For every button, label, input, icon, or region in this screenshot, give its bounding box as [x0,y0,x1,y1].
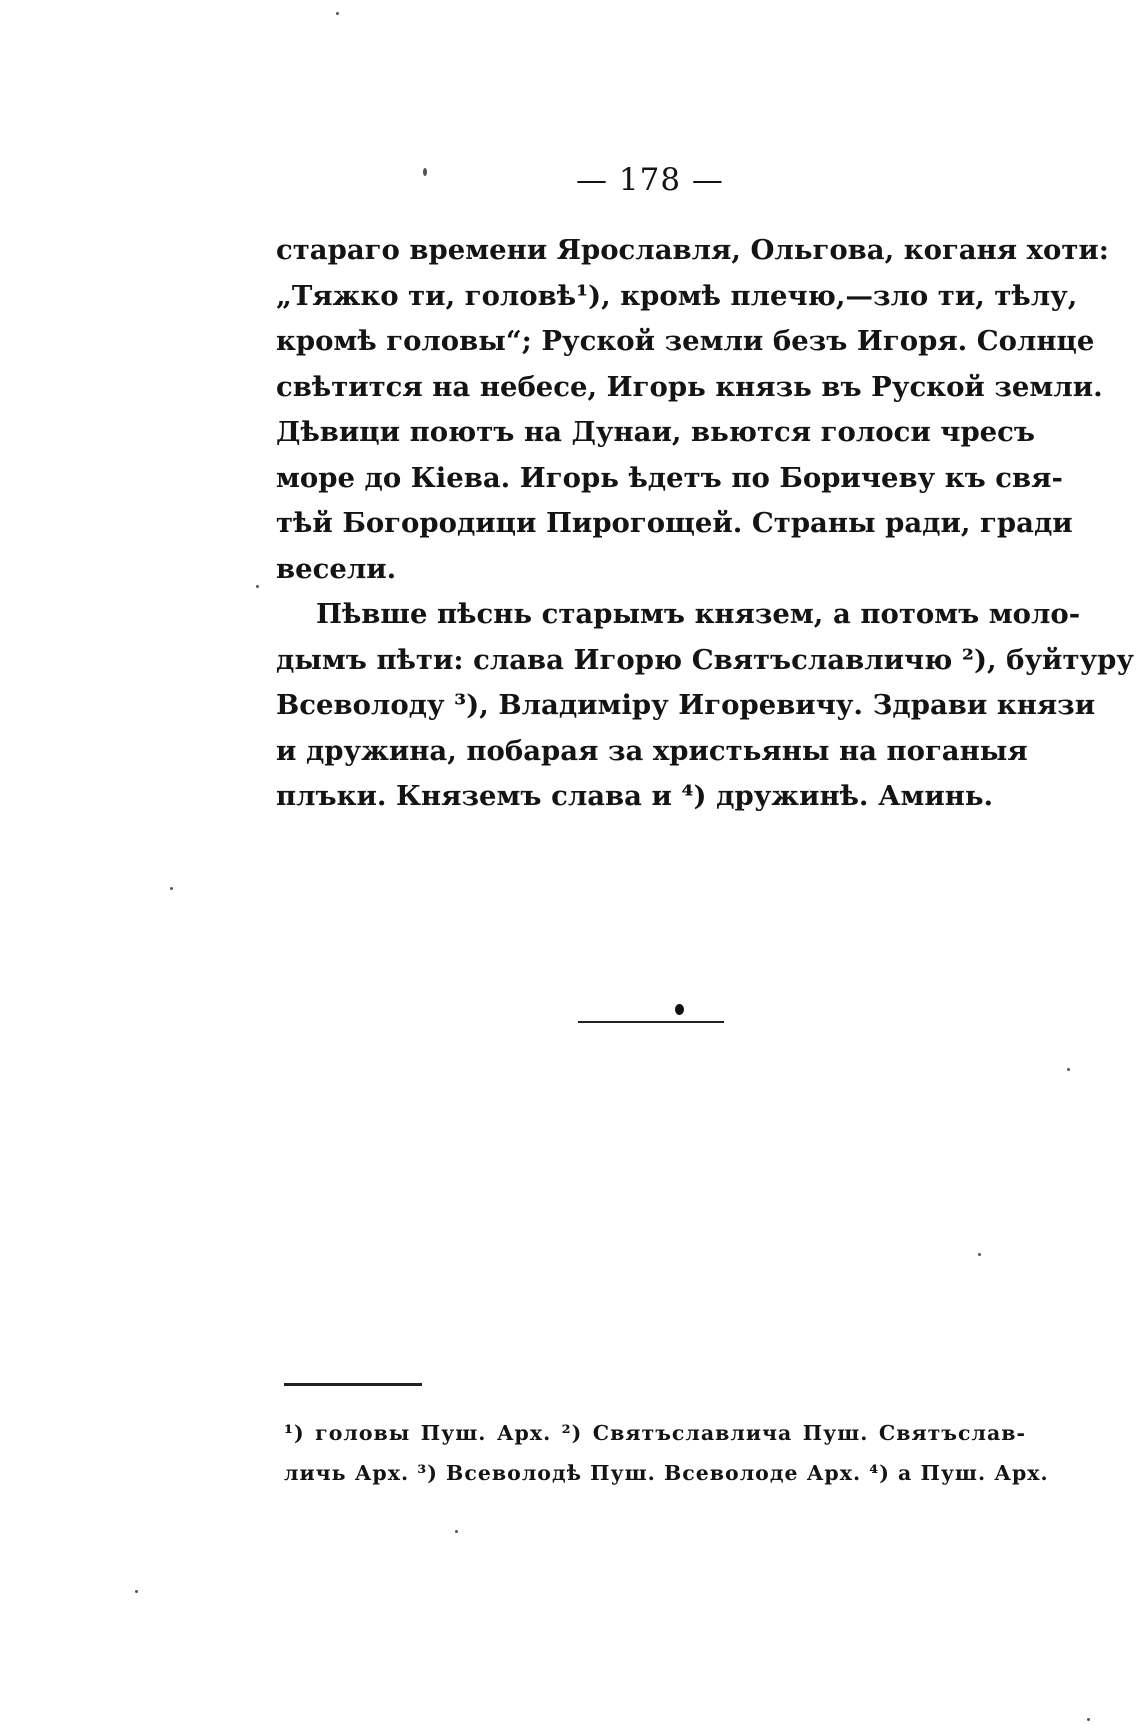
section-end-rule [578,1021,724,1023]
paragraph-1 [276,228,1109,592]
scan-speck [455,1530,458,1533]
text-line: стараго времени Ярославля, Ольгова, коганя хоти: [276,234,1109,266]
scan-speck [170,887,173,890]
footnotes [284,1413,1049,1493]
scan-speck [1067,1068,1070,1071]
text-line: тѣй Богородици Пирогощей. Страны ради, гради [276,507,1073,539]
text-line: и дружина, побарая за христьяны на поганыя [276,734,1028,767]
footnote-line: личь Арх. ³) Всеволодѣ Пуш. Всеволоде Арх. ⁴) а Пуш. Арх. [284,1461,1049,1485]
main-text [276,228,1134,820]
text-line: Всеволоду ³), Владиміру Игоревичу. Здрави князи [276,689,1096,721]
text-line: кромѣ головы“; Руской земли безъ Игоря. Солнце [276,325,1095,357]
text-line: „Тяжко ти, головѣ¹), кромѣ плечю,—зло ти, тѣлу, [276,279,1078,312]
scan-speck [423,168,427,176]
text-line: Дѣвици поютъ на Дунаи, вьются голоси чресъ [276,416,1036,448]
footnote-line: ¹) головы Пуш. Арх. ²) Святъславлича Пуш. Святъслав- [284,1421,1026,1445]
paragraph-2 [276,592,1134,820]
scan-speck [336,12,339,15]
footnote-separator [284,1383,422,1386]
scan-speck [978,1253,981,1256]
text-line: дымъ пѣти: слава Игорю Святъславличю ²), буйтуру [276,643,1134,676]
ornament-dot [675,1004,684,1015]
scan-speck [135,1590,138,1593]
text-line: море до Кіева. Игорь ѣдетъ по Боричеву къ свя- [276,461,1063,494]
scan-speck [1087,1718,1090,1721]
text-line: плъки. Княземъ слава и ⁴) дружинѣ. Аминь. [276,780,994,812]
page-number: — 178 — [576,162,724,198]
text-line: весели. [276,552,397,585]
text-line: свѣтится на небесе, Игорь князь въ Руской земли. [276,370,1103,403]
text-line: Пѣвше пѣснь старымъ князем, а потомъ моло- [316,598,1081,630]
scan-speck [256,585,259,588]
